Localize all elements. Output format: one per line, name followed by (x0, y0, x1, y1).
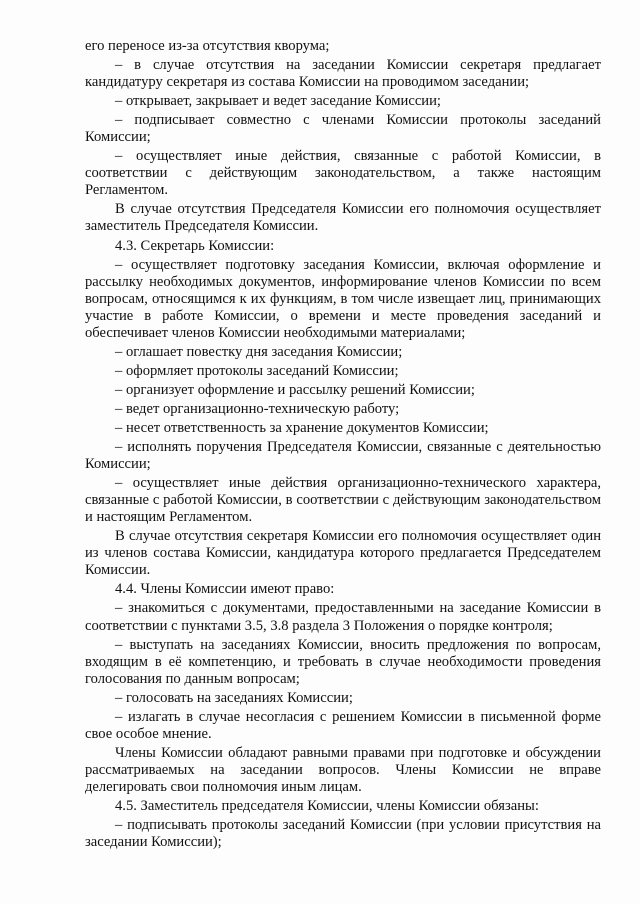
paragraph: его переносе из-за отсутствия кворума; (85, 38, 330, 54)
list-item: – выступать на заседаниях Комиссии, вносить предложения по вопросам, входящим в её компетенцию, и требовать в случае необходимости проведения голосования по данным вопросам; (85, 636, 601, 687)
paragraph: Члены Комиссии обладают равными правами при подготовке и обсуждении рассматриваемых на заседании вопросов. Члены Комиссии не вправе делегировать свои полномочия иным лицам. (85, 744, 601, 795)
list-item: – осуществляет иные действия организационно-технического характера, связанные с работой Комиссии, в соответствии с действующим законодательством и настоящим Регламентом. (85, 475, 601, 526)
list-item: – осуществляет иные действия, связанные с работой Комиссии, в соответствии с действующим законодательством, а также настоящим Регламентом. (85, 148, 601, 199)
paragraph: В случае отсутствия Председателя Комиссии его полномочия осуществляет заместитель Председателя Комиссии. (85, 201, 601, 235)
list-item: – излагать в случае несогласия с решением Комиссии в письменной форме свое особое мнение. (85, 708, 601, 742)
list-item: – оглашает повестку дня заседания Комиссии; (115, 343, 403, 360)
list-item: – несет ответственность за хранение документов Комиссии; (115, 419, 489, 436)
list-item: – подписывает совместно с членами Комиссии протоколы заседаний Комиссии; (85, 112, 601, 146)
paragraph: В случае отсутствия секретаря Комиссии его полномочия осуществляет один из членов состава Комиссии, кандидатура которого предлагается Председателем Комиссии. (85, 528, 601, 579)
section-heading: 4.5. Заместитель председателя Комиссии, члены Комиссии обязаны: (115, 797, 539, 814)
list-item: – знакомиться с документами, предоставленными на заседание Комиссии в соответствии с пунктами 3.5, 3.8 раздела 3 Положения о порядке контроля; (85, 600, 601, 634)
list-item: – организует оформление и рассылку решений Комиссии; (115, 381, 475, 398)
list-item: – ведет организационно-техническую работу; (115, 400, 400, 417)
list-item: – оформляет протоколы заседаний Комиссии; (115, 362, 399, 379)
list-item: – подписывать протоколы заседаний Комиссии (при условии присутствия на заседании Комиссии); (85, 817, 601, 851)
section-heading: 4.4. Члены Комиссии имеют право: (115, 581, 335, 598)
document-body (85, 38, 601, 853)
list-item: – исполнять поручения Председателя Комиссии, связанные с деятельностью Комиссии; (85, 439, 601, 473)
list-item: – осуществляет подготовку заседания Комиссии, включая оформление и рассылку необходимых документов, информирование членов Комиссии по всем вопросам, относящимся к их функциям, в том числе извещает лиц, принимающих участие в работе Комиссии, о времени и месте проведения заседаний и обеспечивает членов Комиссии необходимыми материалами; (85, 256, 601, 341)
section-heading: 4.3. Секретарь Комиссии: (115, 237, 275, 254)
list-item: – открывает, закрывает и ведет заседание Комиссии; (115, 93, 441, 110)
list-item: – в случае отсутствия на заседании Комиссии секретаря предлагает кандидатуру секретаря из состава Комиссии на проводимом заседании; (85, 57, 601, 91)
list-item: – голосовать на заседаниях Комиссии; (115, 689, 353, 706)
